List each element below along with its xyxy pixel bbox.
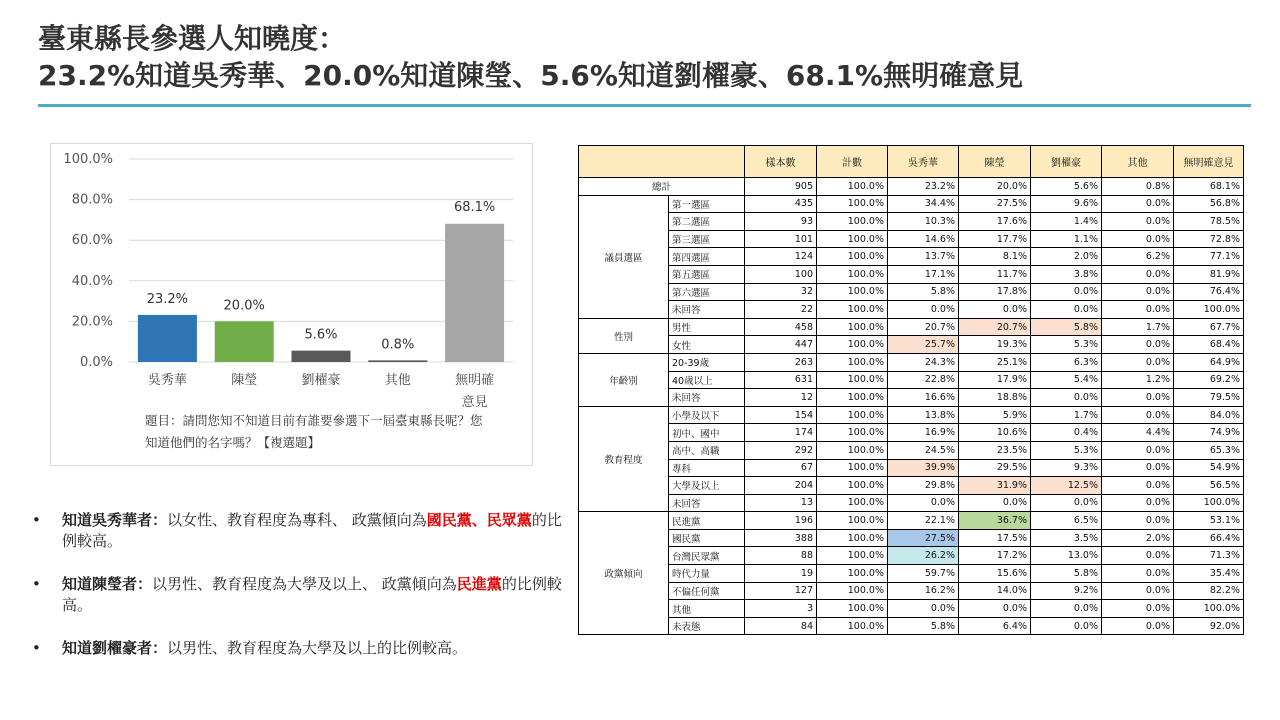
table-cell: 292 (745, 441, 817, 459)
table-cell: 0.0% (1102, 582, 1174, 600)
data-label: 20.0% (223, 298, 265, 314)
table-cell: 100.0% (1174, 494, 1244, 512)
table-cell: 4.4% (1102, 424, 1174, 442)
table-row (579, 230, 1244, 248)
table-cell: 23.2% (888, 178, 959, 196)
row-label: 未回答 (669, 389, 745, 407)
table-cell: 0.0% (1102, 265, 1174, 283)
table-cell: 59.7% (888, 565, 959, 583)
table-cell: 76.4% (1174, 283, 1244, 301)
row-label: 40歲以上 (669, 371, 745, 389)
table-row (579, 336, 1244, 354)
row-label: 20-39歲 (669, 353, 745, 371)
table-cell: 13.7% (888, 248, 959, 266)
table-cell: 27.5% (959, 195, 1031, 213)
finding-tail: 的比例較高。 (62, 511, 562, 550)
table-cell: 82.2% (1174, 582, 1244, 600)
table-cell: 100.0% (817, 494, 888, 512)
y-tick-label: 80.0% (71, 192, 113, 208)
finding-party: 民進黨 (456, 575, 502, 593)
table-row (579, 600, 1244, 618)
table-cell: 100.0% (817, 406, 888, 424)
header-cell: 陳瑩 (959, 146, 1031, 178)
bar (215, 321, 274, 362)
row-label: 小學及以下 (669, 406, 745, 424)
row-label: 專科 (669, 459, 745, 477)
table-cell: 0.0% (959, 600, 1031, 618)
table-cell: 5.8% (888, 283, 959, 301)
table-cell: 388 (745, 529, 817, 547)
table-cell: 0.0% (1031, 494, 1102, 512)
table-cell: 20.0% (959, 178, 1031, 196)
header-cell: 計數 (817, 146, 888, 178)
table-cell: 100.0% (817, 336, 888, 354)
table-cell: 26.2% (888, 547, 959, 565)
table-cell: 36.7% (959, 512, 1031, 530)
table-cell: 71.3% (1174, 547, 1244, 565)
table-row (579, 353, 1244, 371)
table-row (579, 424, 1244, 442)
table-cell: 5.4% (1031, 371, 1102, 389)
x-tick-label: 陳瑩 (231, 373, 258, 388)
row-label: 時代力量 (669, 565, 745, 583)
table-cell: 196 (745, 512, 817, 530)
table-cell: 435 (745, 195, 817, 213)
finding-lead: 知道吳秀華者： (62, 511, 168, 529)
table-cell: 100.0% (817, 512, 888, 530)
table-cell: 631 (745, 371, 817, 389)
y-tick-label: 60.0% (71, 233, 113, 249)
table-cell: 13.8% (888, 406, 959, 424)
table-cell: 9.6% (1031, 195, 1102, 213)
table-cell: 0.0% (1102, 477, 1174, 495)
table-row (579, 529, 1244, 547)
table-cell: 204 (745, 477, 817, 495)
table-row (579, 547, 1244, 565)
total-label: 總計 (579, 178, 745, 196)
table-cell: 3.5% (1031, 529, 1102, 547)
bar-chart-panel (50, 143, 533, 466)
table-cell: 6.2% (1102, 248, 1174, 266)
table-cell: 154 (745, 406, 817, 424)
table-cell: 0.0% (1102, 213, 1174, 231)
table-row (579, 582, 1244, 600)
x-tick-label: 其他 (384, 373, 411, 388)
table-cell: 0.0% (1102, 512, 1174, 530)
table-cell: 100.0% (1174, 600, 1244, 618)
table-cell: 5.9% (959, 406, 1031, 424)
bar (292, 351, 351, 362)
header-cell: 樣本數 (745, 146, 817, 178)
table-cell: 65.3% (1174, 441, 1244, 459)
table-row (579, 565, 1244, 583)
table-cell: 0.8% (1102, 178, 1174, 196)
bullet-dot: • (32, 639, 41, 657)
table-cell: 100.0% (817, 477, 888, 495)
finding-item-liu (30, 638, 570, 659)
table-cell: 27.5% (888, 529, 959, 547)
table-cell: 24.3% (888, 353, 959, 371)
row-label: 第二選區 (669, 213, 745, 231)
row-label: 未回答 (669, 301, 745, 319)
table-cell: 3 (745, 600, 817, 618)
data-label: 5.6% (304, 327, 338, 343)
table-cell: 15.6% (959, 565, 1031, 583)
crosstab-table (578, 145, 1244, 635)
bar (138, 315, 197, 362)
table-cell: 100.0% (817, 353, 888, 371)
table-cell: 0.0% (1102, 230, 1174, 248)
table-cell: 100.0% (817, 565, 888, 583)
table-row (579, 265, 1244, 283)
table-cell: 10.3% (888, 213, 959, 231)
table-cell: 1.7% (1102, 318, 1174, 336)
finding-text: 以男性、教育程度為大學及以上的比例較高。 (167, 639, 468, 657)
table-cell: 1.2% (1102, 371, 1174, 389)
table-cell: 20.7% (959, 318, 1031, 336)
table-cell: 0.0% (959, 301, 1031, 319)
table-cell: 1.1% (1031, 230, 1102, 248)
table-cell: 2.0% (1031, 248, 1102, 266)
table-cell: 12 (745, 389, 817, 407)
table-cell: 0.0% (1102, 459, 1174, 477)
row-label: 女性 (669, 336, 745, 354)
table-row (579, 283, 1244, 301)
table-cell: 100.0% (817, 371, 888, 389)
table-cell: 88 (745, 547, 817, 565)
table-cell: 9.3% (1031, 459, 1102, 477)
table-cell: 6.5% (1031, 512, 1102, 530)
data-label: 68.1% (453, 199, 496, 215)
table-row (579, 494, 1244, 512)
table-cell: 16.9% (888, 424, 959, 442)
table-cell: 0.0% (1102, 283, 1174, 301)
table-cell: 17.6% (959, 213, 1031, 231)
table-cell: 100.0% (817, 318, 888, 336)
table-cell: 447 (745, 336, 817, 354)
x-tick-label: 無明確 (455, 373, 495, 388)
table-cell: 0.0% (888, 494, 959, 512)
table-row (579, 389, 1244, 407)
table-cell: 0.0% (959, 494, 1031, 512)
table-cell: 17.2% (959, 547, 1031, 565)
x-tick-label-line2: 意見 (461, 395, 488, 410)
table-cell: 13 (745, 494, 817, 512)
table-cell: 101 (745, 230, 817, 248)
row-label: 高中、高職 (669, 441, 745, 459)
table-cell: 2.0% (1102, 529, 1174, 547)
table-cell: 17.7% (959, 230, 1031, 248)
bullet-dot: • (32, 511, 41, 529)
page-title (38, 20, 1248, 94)
finding-lead: 知道劉櫂豪者： (62, 639, 168, 657)
table-cell: 0.0% (1031, 301, 1102, 319)
row-label: 第三選區 (669, 230, 745, 248)
table-cell: 74.9% (1174, 424, 1244, 442)
table-cell: 19.3% (959, 336, 1031, 354)
findings-list (30, 510, 570, 681)
table-cell: 23.5% (959, 441, 1031, 459)
table-cell: 0.0% (1031, 600, 1102, 618)
row-label: 大學及以上 (669, 477, 745, 495)
table-row (579, 213, 1244, 231)
table-cell: 53.1% (1174, 512, 1244, 530)
table-row (579, 617, 1244, 635)
table-cell: 22.8% (888, 371, 959, 389)
table-cell: 20.7% (888, 318, 959, 336)
table-cell: 0.0% (1031, 389, 1102, 407)
table-cell: 14.6% (888, 230, 959, 248)
title-line-2: 23.2%知道吳秀華、20.0%知道陳瑩、5.6%知道劉櫂豪、68.1%無明確意見 (38, 59, 1024, 92)
table-cell: 458 (745, 318, 817, 336)
table-cell: 5.8% (1031, 318, 1102, 336)
row-label: 第四選區 (669, 248, 745, 266)
table-cell: 69.2% (1174, 371, 1244, 389)
table-row-total (579, 178, 1244, 196)
table-row (579, 301, 1244, 319)
finding-party: 國民黨、民眾黨 (426, 511, 532, 529)
table-cell: 100.0% (817, 283, 888, 301)
data-label: 23.2% (146, 291, 189, 307)
table-cell: 0.4% (1031, 424, 1102, 442)
title-line-1: 臺東縣長參選人知曉度： (38, 22, 347, 55)
table-cell: 93 (745, 213, 817, 231)
table-cell: 5.3% (1031, 441, 1102, 459)
bullet-dot: • (32, 575, 41, 593)
table-cell: 11.7% (959, 265, 1031, 283)
table-cell: 17.9% (959, 371, 1031, 389)
table-cell: 100.0% (817, 441, 888, 459)
row-label: 國民黨 (669, 529, 745, 547)
table-cell: 127 (745, 582, 817, 600)
table-cell: 100.0% (817, 213, 888, 231)
table-cell: 66.4% (1174, 529, 1244, 547)
table-cell: 6.4% (959, 617, 1031, 635)
table-cell: 0.0% (1102, 547, 1174, 565)
table-cell: 100.0% (817, 195, 888, 213)
table-cell: 1.7% (1031, 406, 1102, 424)
table-cell: 100.0% (817, 230, 888, 248)
table-cell: 92.0% (1174, 617, 1244, 635)
table-cell: 67.7% (1174, 318, 1244, 336)
table-header-row (579, 146, 1244, 178)
table-cell: 22 (745, 301, 817, 319)
table-cell: 16.2% (888, 582, 959, 600)
table-cell: 100.0% (817, 301, 888, 319)
table-cell: 68.1% (1174, 178, 1244, 196)
bar (445, 224, 504, 362)
table-cell: 19 (745, 565, 817, 583)
table-cell: 17.5% (959, 529, 1031, 547)
table-cell: 0.0% (1102, 565, 1174, 583)
table-cell: 1.4% (1031, 213, 1102, 231)
table-row (579, 318, 1244, 336)
table-cell: 0.0% (1031, 283, 1102, 301)
table-cell: 32 (745, 283, 817, 301)
finding-tail: 的比例較高。 (62, 575, 562, 614)
x-tick-label: 劉櫂豪 (301, 373, 341, 388)
table-cell: 84 (745, 617, 817, 635)
table-row (579, 441, 1244, 459)
table-cell: 100 (745, 265, 817, 283)
y-tick-label: 0.0% (79, 355, 113, 370)
table-cell: 8.1% (959, 248, 1031, 266)
note-line-2: 知道他們的名字嗎？【複選題】 (145, 435, 321, 450)
table-cell: 0.0% (1102, 441, 1174, 459)
header-cell: 劉櫂豪 (1031, 146, 1102, 178)
table-cell: 24.5% (888, 441, 959, 459)
finding-text: 以男性、教育程度為大學及以上、 政黨傾向為 (152, 575, 457, 593)
row-label: 第六選區 (669, 283, 745, 301)
table-cell: 100.0% (817, 600, 888, 618)
table-cell: 100.0% (817, 265, 888, 283)
header-blank (579, 146, 745, 178)
header-cell: 無明確意見 (1174, 146, 1244, 178)
table-cell: 13.0% (1031, 547, 1102, 565)
table-cell: 124 (745, 248, 817, 266)
table-cell: 34.4% (888, 195, 959, 213)
table-cell: 100.0% (817, 424, 888, 442)
header-cell: 其他 (1102, 146, 1174, 178)
group-label: 性別 (579, 318, 669, 353)
table-cell: 905 (745, 178, 817, 196)
table-cell: 12.5% (1031, 477, 1102, 495)
y-tick-label: 100.0% (63, 152, 113, 167)
table-cell: 64.9% (1174, 353, 1244, 371)
table-cell: 35.4% (1174, 565, 1244, 583)
table-cell: 39.9% (888, 459, 959, 477)
table-cell: 29.8% (888, 477, 959, 495)
table-cell: 14.0% (959, 582, 1031, 600)
table-cell: 78.5% (1174, 213, 1244, 231)
table-cell: 29.5% (959, 459, 1031, 477)
table-cell: 0.0% (1102, 494, 1174, 512)
table-cell: 67 (745, 459, 817, 477)
table-row (579, 459, 1244, 477)
group-label: 議員選區 (579, 195, 669, 318)
table-cell: 18.8% (959, 389, 1031, 407)
y-tick-label: 40.0% (71, 273, 113, 289)
row-label: 其他 (669, 600, 745, 618)
row-label: 未回答 (669, 494, 745, 512)
table-cell: 72.8% (1174, 230, 1244, 248)
title-divider (38, 104, 1251, 107)
table-cell: 5.8% (1031, 565, 1102, 583)
table-row (579, 195, 1244, 213)
table-cell: 0.0% (1102, 406, 1174, 424)
table-row (579, 406, 1244, 424)
table-cell: 0.0% (1102, 617, 1174, 635)
table-cell: 100.0% (817, 459, 888, 477)
table-cell: 31.9% (959, 477, 1031, 495)
chart-question-note (145, 410, 525, 454)
table-cell: 17.8% (959, 283, 1031, 301)
group-label: 年齡別 (579, 353, 669, 406)
table-cell: 100.0% (817, 389, 888, 407)
table-row (579, 371, 1244, 389)
bar (368, 360, 427, 362)
group-label: 教育程度 (579, 406, 669, 512)
table-row (579, 248, 1244, 266)
table-cell: 0.0% (888, 301, 959, 319)
table-cell: 9.2% (1031, 582, 1102, 600)
table-cell: 0.0% (1102, 353, 1174, 371)
table-cell: 25.7% (888, 336, 959, 354)
table-cell: 25.1% (959, 353, 1031, 371)
row-label: 不偏任何黨 (669, 582, 745, 600)
table-cell: 77.1% (1174, 248, 1244, 266)
finding-item-wu (30, 510, 570, 552)
table-cell: 100.0% (817, 248, 888, 266)
row-label: 第一選區 (669, 195, 745, 213)
table-cell: 100.0% (817, 617, 888, 635)
table-cell: 84.0% (1174, 406, 1244, 424)
table-cell: 5.6% (1031, 178, 1102, 196)
header-cell: 吳秀華 (888, 146, 959, 178)
finding-item-chen (30, 574, 570, 616)
finding-text: 以女性、教育程度為專科、 政黨傾向為 (167, 511, 427, 529)
table-cell: 6.3% (1031, 353, 1102, 371)
table-cell: 22.1% (888, 512, 959, 530)
table-cell: 263 (745, 353, 817, 371)
table-cell: 3.8% (1031, 265, 1102, 283)
table-cell: 16.6% (888, 389, 959, 407)
table-cell: 79.5% (1174, 389, 1244, 407)
y-tick-label: 20.0% (71, 314, 113, 330)
x-tick-label: 吳秀華 (147, 373, 187, 388)
table-cell: 100.0% (817, 529, 888, 547)
table-row (579, 512, 1244, 530)
table-cell: 0.0% (1102, 301, 1174, 319)
data-label: 0.8% (381, 337, 415, 353)
table-cell: 174 (745, 424, 817, 442)
table-cell: 81.9% (1174, 265, 1244, 283)
table-cell: 100.0% (1174, 301, 1244, 319)
table-cell: 0.0% (888, 600, 959, 618)
table-cell: 5.8% (888, 617, 959, 635)
table-cell: 100.0% (817, 178, 888, 196)
note-line-1: 題目：請問您知不知道目前有誰要參選下一屆臺東縣長呢？您 (145, 413, 483, 428)
row-label: 民進黨 (669, 512, 745, 530)
table-cell: 17.1% (888, 265, 959, 283)
group-label: 政黨傾向 (579, 512, 669, 635)
table-cell: 100.0% (817, 582, 888, 600)
row-label: 第五選區 (669, 265, 745, 283)
table-row (579, 477, 1244, 495)
table-cell: 10.6% (959, 424, 1031, 442)
row-label: 初中、國中 (669, 424, 745, 442)
table-cell: 0.0% (1102, 600, 1174, 618)
table-cell: 5.3% (1031, 336, 1102, 354)
row-label: 台灣民眾黨 (669, 547, 745, 565)
finding-lead: 知道陳瑩者： (62, 575, 153, 593)
table-cell: 0.0% (1102, 195, 1174, 213)
row-label: 未表態 (669, 617, 745, 635)
table-cell: 100.0% (817, 547, 888, 565)
table-cell: 0.0% (1031, 617, 1102, 635)
table-cell: 56.5% (1174, 477, 1244, 495)
table-cell: 0.0% (1102, 389, 1174, 407)
table-cell: 54.9% (1174, 459, 1244, 477)
table-cell: 0.0% (1102, 336, 1174, 354)
table-cell: 68.4% (1174, 336, 1244, 354)
table-cell: 56.8% (1174, 195, 1244, 213)
row-label: 男性 (669, 318, 745, 336)
